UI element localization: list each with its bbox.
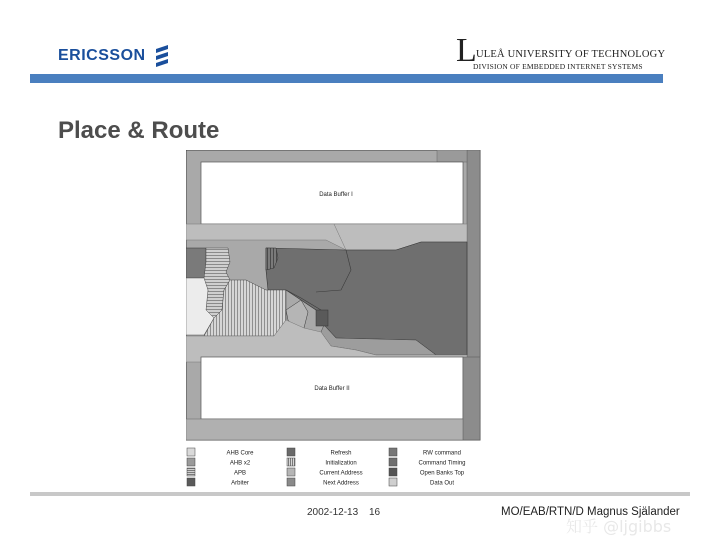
- legend-label-ahb-x2: AHB x2: [229, 460, 251, 467]
- legend-swatch-command-timing: [389, 458, 397, 466]
- legend-label-rw-command: RW command: [423, 450, 461, 457]
- university-name: ULEÅ UNIVERSITY OF TECHNOLOGY: [476, 49, 666, 60]
- ericsson-logo-text: ERICSSON: [58, 47, 146, 64]
- place-route-layout: [186, 150, 482, 442]
- footer-author: MO/EAB/RTN/D Magnus Själander: [501, 506, 680, 518]
- legend-swatch-initialization: [287, 458, 295, 466]
- legend-label-arbiter: Arbiter: [231, 480, 249, 487]
- small-dark-block: [316, 310, 328, 326]
- legend-swatch-current-address: [287, 468, 295, 476]
- top-right-corner: [437, 150, 467, 162]
- legend-label-next-address: Next Address: [323, 480, 359, 487]
- ericsson-logo: [58, 44, 170, 68]
- legend-label-refresh: Refresh: [330, 450, 352, 457]
- ericsson-logo-icon: [154, 45, 170, 67]
- legend-label-current-address: Current Address: [319, 470, 363, 477]
- footer-rule: [30, 492, 690, 496]
- legend-swatch-data-out: [389, 478, 397, 486]
- data-buffer-top-label: Data Buffer I: [319, 192, 353, 198]
- legend-swatch-open-banks-top: [389, 468, 397, 476]
- legend-label-apb: APB: [233, 470, 247, 477]
- header-bar: [30, 74, 663, 83]
- left-dark-block: [186, 248, 206, 278]
- watermark: 知乎 @ljgibbs: [566, 517, 672, 536]
- legend-label-data-out: Data Out: [429, 480, 455, 487]
- university-logo-initial: L: [456, 32, 477, 69]
- legend-swatch-next-address: [287, 478, 295, 486]
- legend-label-open-banks-top: Open Banks Top: [419, 470, 465, 477]
- legend-label-ahb-core: AHB Core: [226, 450, 254, 457]
- legend-swatch-ahb-x2: [187, 458, 195, 466]
- legend-label-command-timing: Command Timing: [418, 460, 466, 467]
- data-buffer-bottom-label: Data Buffer II: [314, 386, 350, 392]
- legend-swatch-refresh: [287, 448, 295, 456]
- slide-title: Place & Route: [58, 117, 220, 144]
- bottom-routing-strip: [186, 419, 480, 440]
- university-division: DIVISION OF EMBEDDED INTERNET SYSTEMS: [473, 62, 643, 71]
- layout-legend: [186, 444, 482, 490]
- legend-swatch-apb: [187, 468, 195, 476]
- university-logo: [456, 34, 686, 74]
- legend-swatch-arbiter: [187, 478, 195, 486]
- footer-date: 2002-12-13: [307, 507, 359, 518]
- legend-swatch-rw-command: [389, 448, 397, 456]
- footer-page-number: 16: [369, 507, 381, 518]
- legend-swatch-ahb-core: [187, 448, 195, 456]
- legend-label-initialization: Initialization: [325, 460, 357, 467]
